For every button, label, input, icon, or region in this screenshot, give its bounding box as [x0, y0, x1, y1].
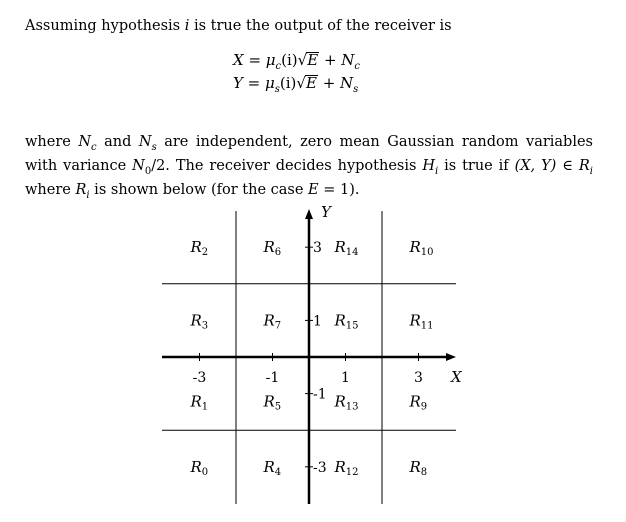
- region-label-r7: [263, 311, 282, 331]
- para-ns-sub: s: [151, 141, 157, 153]
- para-nc-sub: c: [91, 141, 97, 153]
- region-subscript: 12: [345, 466, 359, 478]
- eq2-lhs: Y: [233, 74, 243, 92]
- x-tick-label: -1: [265, 370, 280, 386]
- region-letter: R: [334, 311, 346, 330]
- region-subscript: 14: [345, 247, 359, 259]
- y-tick-label: -3: [313, 459, 327, 476]
- intro-post: is true the output of the receiver is: [189, 18, 452, 34]
- y-tick-label: -1: [313, 386, 327, 403]
- region-letter: R: [263, 457, 275, 476]
- para-r2-sub: i: [86, 189, 90, 201]
- para-in: ∈: [556, 157, 579, 174]
- y-axis-arrow: [305, 209, 313, 219]
- para-n0: N: [132, 157, 145, 174]
- region-label-r6: [263, 238, 282, 258]
- region-letter: R: [263, 238, 275, 257]
- region-label-r8: [409, 458, 428, 478]
- region-subscript: 11: [420, 320, 434, 332]
- region-subscript: 15: [345, 320, 359, 332]
- region-subscript: 0: [201, 466, 209, 478]
- para-h: H: [422, 157, 435, 174]
- eq2-plus: +: [317, 74, 341, 92]
- eq1-arg: (i): [281, 51, 298, 69]
- region-subscript: 13: [345, 401, 359, 413]
- para-t7: is shown below (for the case: [89, 181, 309, 198]
- region-letter: R: [409, 457, 421, 476]
- para-n0-sub: 0: [144, 165, 152, 177]
- eq2-noise-sub: s: [353, 84, 359, 95]
- region-letter: R: [190, 238, 202, 257]
- eq1-mu: μ: [265, 51, 276, 69]
- region-letter: R: [334, 238, 346, 257]
- para-t6: where: [25, 181, 76, 198]
- region-letter: R: [263, 311, 275, 330]
- para-t2: and: [96, 134, 139, 150]
- region-label-r11: [409, 311, 434, 331]
- region-label-r3: [190, 311, 209, 331]
- region-subscript: 7: [274, 320, 282, 332]
- region-label-r13: [334, 393, 359, 413]
- region-label-r10: [409, 238, 434, 258]
- intro-pre: Assuming hypothesis: [25, 18, 185, 34]
- region-letter: R: [409, 238, 421, 257]
- eq1-lhs: X: [233, 51, 244, 69]
- region-label-r4: [263, 458, 282, 478]
- region-label-r5: [263, 393, 282, 413]
- y-tick-label: 3: [313, 240, 322, 257]
- para-r2: R: [75, 181, 87, 198]
- region-letter: R: [409, 311, 421, 330]
- para-h-sub: i: [434, 165, 439, 177]
- region-subscript: 5: [274, 401, 282, 413]
- eq2-mu-sub: s: [274, 84, 280, 95]
- y-tick-label: 1: [313, 313, 322, 330]
- x-tick-label: 3: [414, 370, 423, 386]
- intro-var: i: [184, 18, 190, 34]
- para-ns: N: [138, 134, 152, 150]
- para-r-sub: i: [589, 165, 593, 177]
- eq2-mu: μ: [265, 74, 275, 92]
- eq1-noise: N: [341, 51, 355, 69]
- eq2-sqrt: √: [296, 74, 306, 92]
- y-axis-label: Y: [321, 203, 331, 221]
- eq2-sqrt-arg: E: [305, 74, 317, 92]
- region-subscript: 2: [201, 247, 209, 259]
- para-t4: /2. The receiver decides hypothesis: [151, 157, 423, 174]
- region-subscript: 9: [420, 401, 428, 413]
- eq2-arg: (i): [279, 74, 297, 92]
- region-subscript: 8: [420, 466, 428, 478]
- region-label-r0: [190, 458, 209, 478]
- eq1-mu-sub: c: [275, 61, 282, 72]
- para-t8: = 1).: [318, 181, 360, 198]
- x-tick-label: -3: [192, 370, 207, 386]
- region-letter: R: [190, 457, 202, 476]
- region-label-r15: [334, 311, 359, 331]
- region-letter: R: [334, 392, 346, 411]
- region-letter: R: [263, 392, 275, 411]
- region-subscript: 1: [201, 401, 209, 413]
- eq1-sqrt: √: [297, 51, 308, 69]
- para-xy: (X, Y): [514, 157, 557, 174]
- region-subscript: 4: [274, 466, 282, 478]
- region-label-r12: [334, 458, 359, 478]
- eq1-noise-sub: c: [354, 61, 361, 72]
- x-tick-label: 1: [341, 370, 350, 386]
- para-nc: N: [78, 134, 92, 150]
- x-axis-label: X: [451, 368, 462, 386]
- region-subscript: 6: [274, 247, 282, 259]
- para-r: R: [578, 157, 590, 174]
- region-label-r2: [190, 238, 209, 258]
- region-letter: R: [190, 392, 202, 411]
- region-letter: R: [334, 457, 346, 476]
- eq2-equals: =: [242, 74, 266, 92]
- eq1-sqrt-arg: E: [307, 51, 319, 69]
- eq1-plus: +: [319, 51, 342, 69]
- region-letter: R: [409, 392, 421, 411]
- para-e: E: [308, 181, 319, 198]
- eq1-equals: =: [243, 51, 266, 69]
- region-subscript: 3: [201, 320, 209, 332]
- region-label-r14: [334, 238, 359, 258]
- para-t3: are independent, zero mean Gaussian random variables with variance: [25, 134, 593, 174]
- para-t1: where: [25, 134, 79, 150]
- region-label-r9: [409, 393, 428, 413]
- para-t5: is true if: [438, 157, 515, 174]
- x-axis-arrow: [446, 353, 456, 361]
- eq2-noise: N: [340, 74, 354, 92]
- region-label-r1: [190, 393, 209, 413]
- region-subscript: 10: [420, 247, 434, 259]
- region-letter: R: [190, 311, 202, 330]
